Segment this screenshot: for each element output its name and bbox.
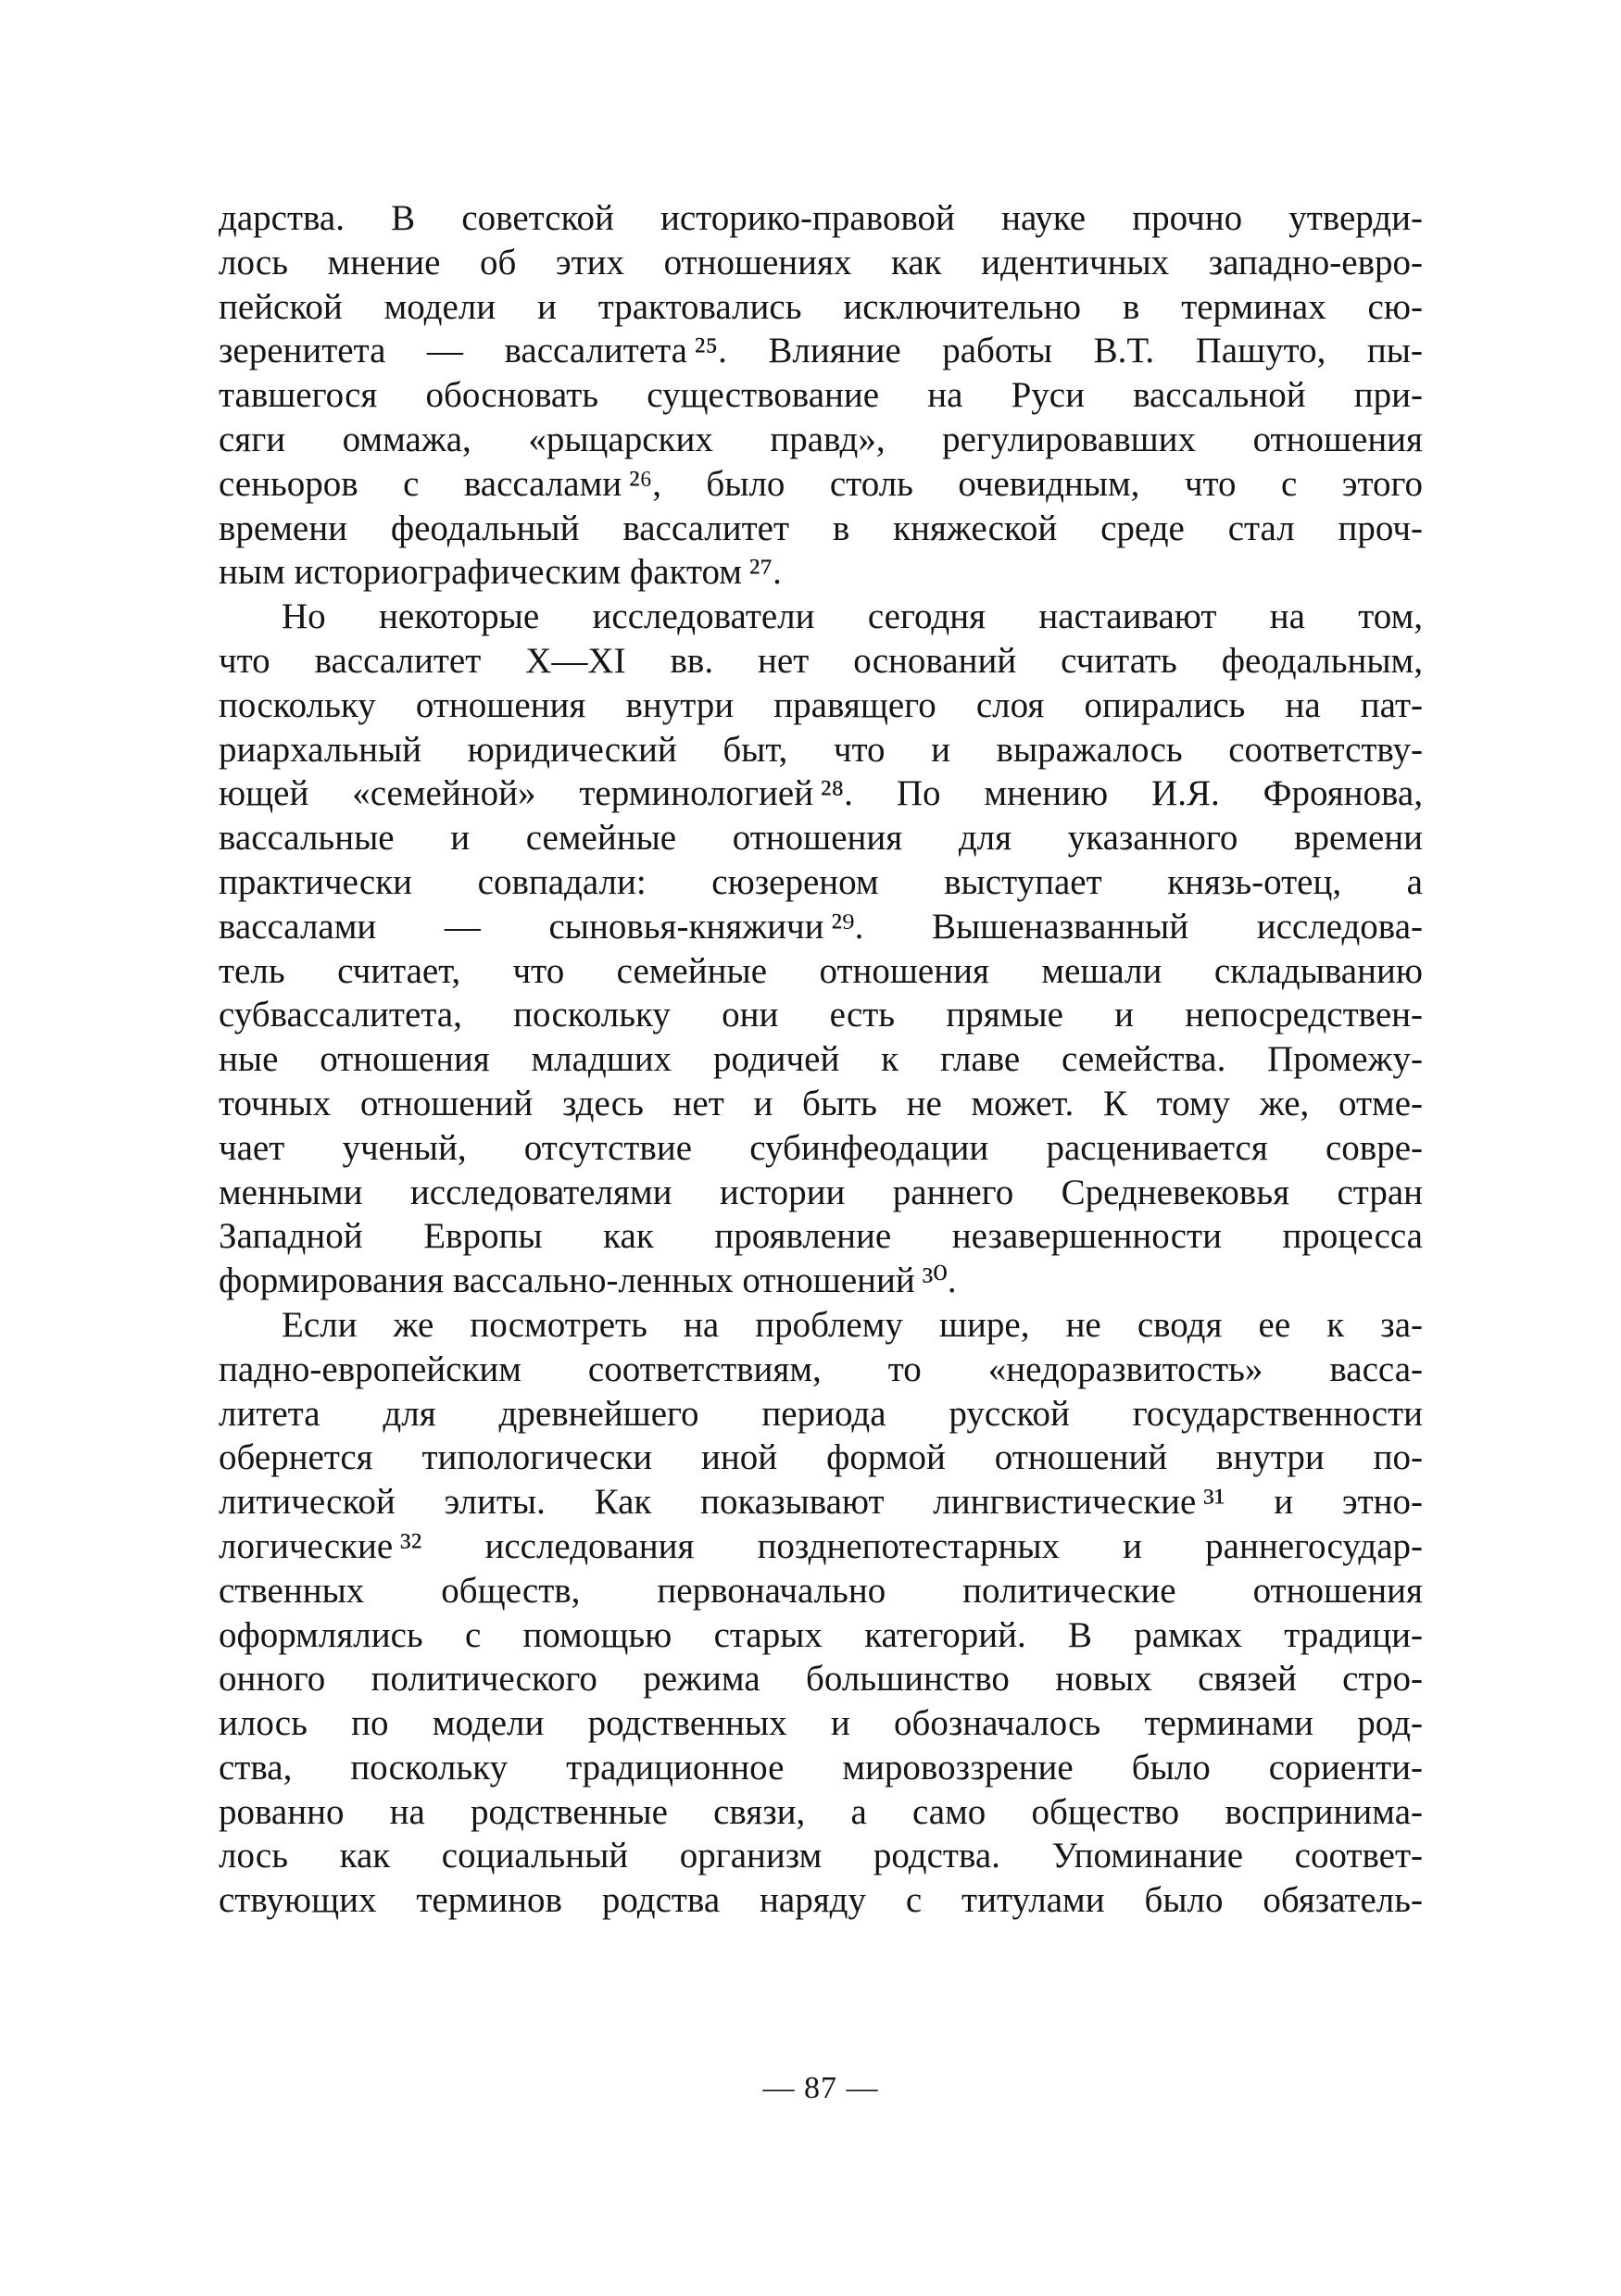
text-line: обернется типологически иной формой отношений внутри по- — [219, 1437, 1423, 1478]
paragraph — [219, 196, 1423, 595]
text-line: тавшегося обосновать существование на Руси вассальной при- — [219, 375, 1423, 416]
text-line: онного политического режима большинство новых связей стро- — [219, 1659, 1423, 1700]
text-line: риархальный юридический быт, что и выражалось соответству- — [219, 729, 1423, 770]
text-line: зеренитета — вассалитета ²⁵. Влияние работы В.Т. Пашуто, пы- — [219, 331, 1423, 371]
text-line: дарства. В советской историко-правовой науке прочно утверди- — [219, 198, 1423, 238]
text-line: рованно на родственные связи, а само общество воспринима- — [219, 1791, 1423, 1832]
text-line: лось мнение об этих отношениях как идентичных западно-евро- — [219, 242, 1423, 282]
text-line: падно-европейским соответствиям, то «недоразвитость» васса- — [219, 1349, 1423, 1389]
text-line: формирования вассально-ленных отношений ³⁰. — [219, 1261, 957, 1301]
text-line: ства, поскольку традиционное мировоззрение было сориенти- — [219, 1747, 1423, 1788]
text-line: логические ³² исследования позднепотестарных и раннегосудар- — [219, 1525, 1423, 1566]
text-line: тель считает, что семейные отношения мешали складыванию — [219, 950, 1423, 991]
text-line: практически совпадали: сюзереном выступает князь-отец, а — [219, 861, 1423, 902]
text-line: точных отношений здесь нет и быть не может. К тому же, отме- — [219, 1083, 1423, 1123]
text-line: Но некоторые исследователи сегодня настаивают на том, — [282, 596, 1423, 637]
text-line: ные отношения младших родичей к главе семейства. Промежу- — [219, 1039, 1423, 1080]
text-line: ственных обществ, первоначально политические отношения — [219, 1570, 1423, 1611]
text-line: ным историографическим фактом ²⁷. — [219, 552, 782, 593]
text-line: вассальные и семейные отношения для указанного времени — [219, 818, 1423, 859]
text-line: вассалами — сыновья-княжичи ²⁹. Вышеназванный исследова- — [219, 906, 1423, 947]
text-line: сяги оммажа, «рыцарских правд», регулировавших отношения — [219, 419, 1423, 459]
text-line: оформлялись с помощью старых категорий. В рамках традици- — [219, 1614, 1423, 1655]
text-line: ствующих терминов родства наряду с титулами было обязатель- — [219, 1880, 1423, 1921]
text-line: что вассалитет X—XI вв. нет оснований считать феодальным, — [219, 640, 1423, 681]
text-line: литической элиты. Как показывают лингвистические ³¹ и этно- — [219, 1482, 1423, 1523]
page-footer — [219, 2069, 1423, 2108]
text-line: лось как социальный организм родства. Упоминание соответ- — [219, 1836, 1423, 1876]
text-line: пейской модели и трактовались исключительно в терминах сю- — [219, 286, 1423, 327]
text-line: субвассалитета, поскольку они есть прямые и непосредствен- — [219, 995, 1423, 1035]
page-number: — 87 — — [762, 2071, 879, 2105]
text-line: литета для древнейшего периода русской государственности — [219, 1393, 1423, 1434]
text-line: ющей «семейной» терминологией ²⁸. По мнению И.Я. Фроянова, — [219, 773, 1423, 814]
text-line: сеньоров с вассалами ²⁶, было столь очевидным, что с этого — [219, 463, 1423, 504]
text-line: поскольку отношения внутри правящего слоя опирались на пат- — [219, 684, 1423, 725]
text-line: чает ученый, отсутствие субинфеодации расценивается совре- — [219, 1127, 1423, 1168]
page-text-block — [219, 196, 1423, 1923]
text-line: менными исследователями истории раннего Средневековья стран — [219, 1172, 1423, 1212]
text-line: времени феодальный вассалитет в княжеской среде стал проч- — [219, 508, 1423, 548]
text-line: Если же посмотреть на проблему шире, не сводя ее к за- — [282, 1304, 1423, 1345]
paragraph — [219, 595, 1423, 1303]
paragraph — [219, 1303, 1423, 1923]
text-line: илось по модели родственных и обозначалось терминами род- — [219, 1703, 1423, 1744]
text-line: Западной Европы как проявление незавершенности процесса — [219, 1216, 1423, 1257]
